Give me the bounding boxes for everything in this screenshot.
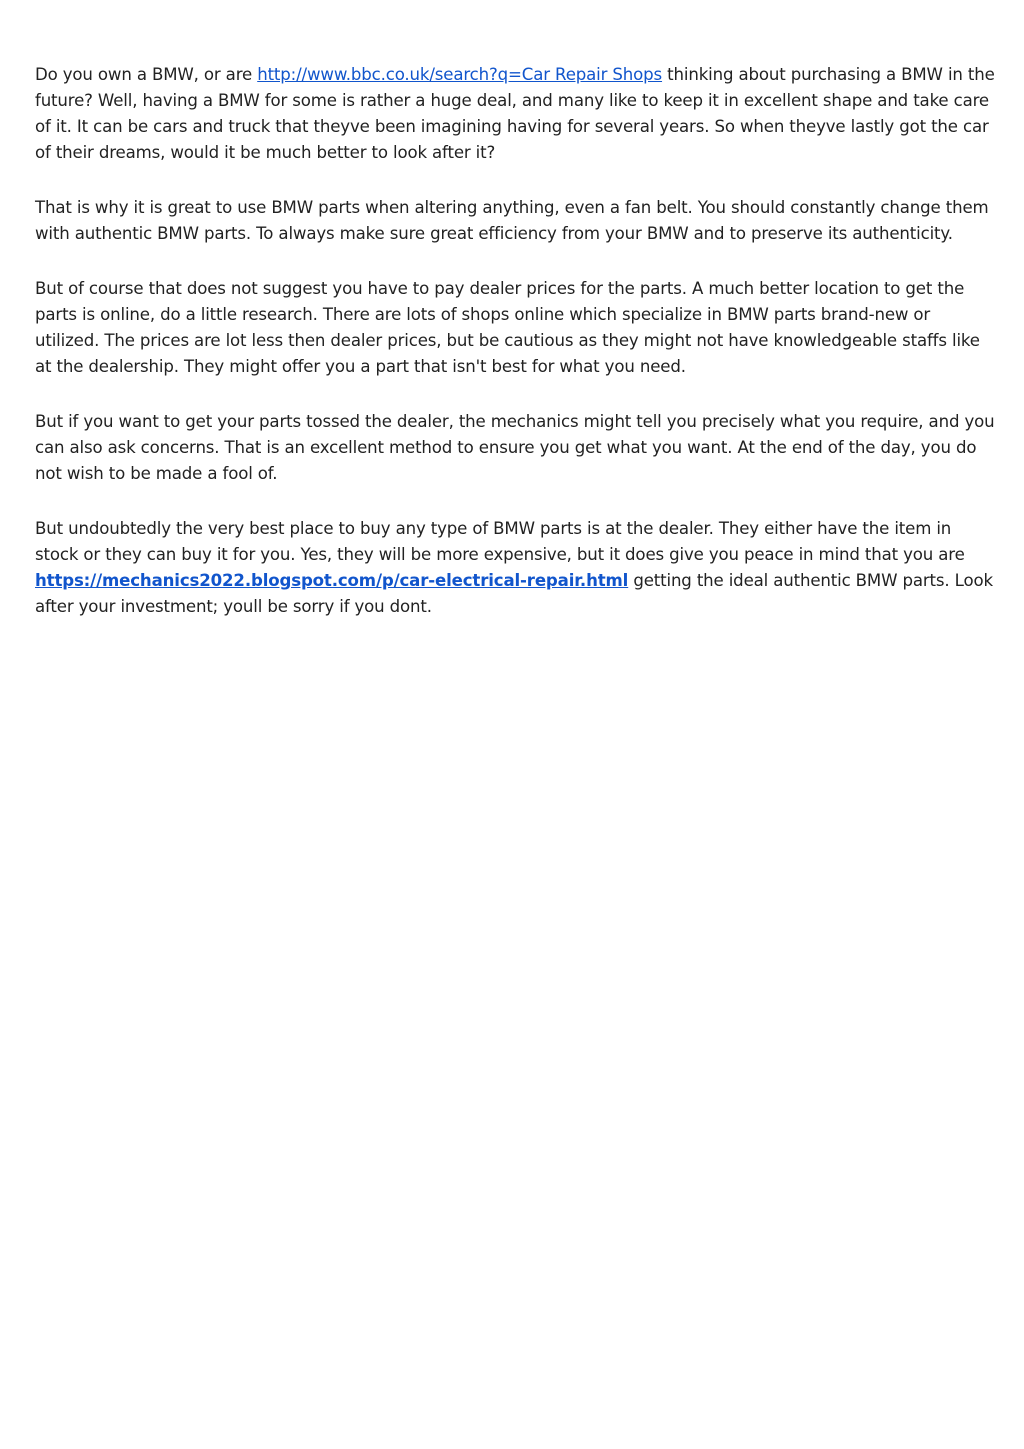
paragraph-4: But if you want to get your parts tossed the dealer, the mechanics might tell you precisely what you require, and you can also ask concerns. That is an excellent method to ensure you get what you want. At the end of the day, you do not wish to be made a fool of. — [35, 412, 995, 483]
paragraph-5 — [35, 516, 995, 620]
paragraph-2: That is why it is great to use BMW parts when altering anything, even a fan belt. You should constantly change them with authentic BMW parts. To always make sure great efficiency from your BMW and to preserve its authenticity. — [35, 198, 989, 243]
paragraph-3: But of course that does not suggest you have to pay dealer prices for the parts. A much better location to get the parts is online, do a little research. There are lots of shops online which specialize in BMW parts brand-new or utilized. The prices are lot less then dealer prices, but be cautious as they might not have knowledgeable staffs like at the dealership. They might offer you a part that isn't best for what you need. — [35, 279, 980, 376]
paragraph-1-text-end: thinking about purchasing a BMW in the future? Well, having a BMW for some is rather a huge deal, and many like to keep it in excellent shape and take care of it. It can be cars and truck that theyve been imagining having for several years. So when theyve lastly got the car of their dreams, would it be much better to look after it? — [35, 65, 995, 162]
bbc-search-link[interactable]: http://www.bbc.co.uk/search?q=Car Repair Shops — [257, 65, 663, 84]
paragraph-1 — [35, 62, 995, 166]
paragraph-1-text-start: Do you own a BMW, or are — [35, 65, 258, 84]
paragraph-5-text-end: getting the ideal authentic BMW parts. Look after your investment; youll be sorry if you dont. — [35, 571, 993, 616]
paragraph-5-text-start: But undoubtedly the very best place to buy any type of BMW parts is at the dealer. They either have the item in stock or they can buy it for you. Yes, they will be more expensive, but it does give you peace in mind that you are — [35, 519, 965, 564]
mechanics-blog-link[interactable]: https://mechanics2022.blogspot.com/p/car-electrical-repair.html — [35, 571, 629, 590]
article-body — [35, 62, 995, 649]
